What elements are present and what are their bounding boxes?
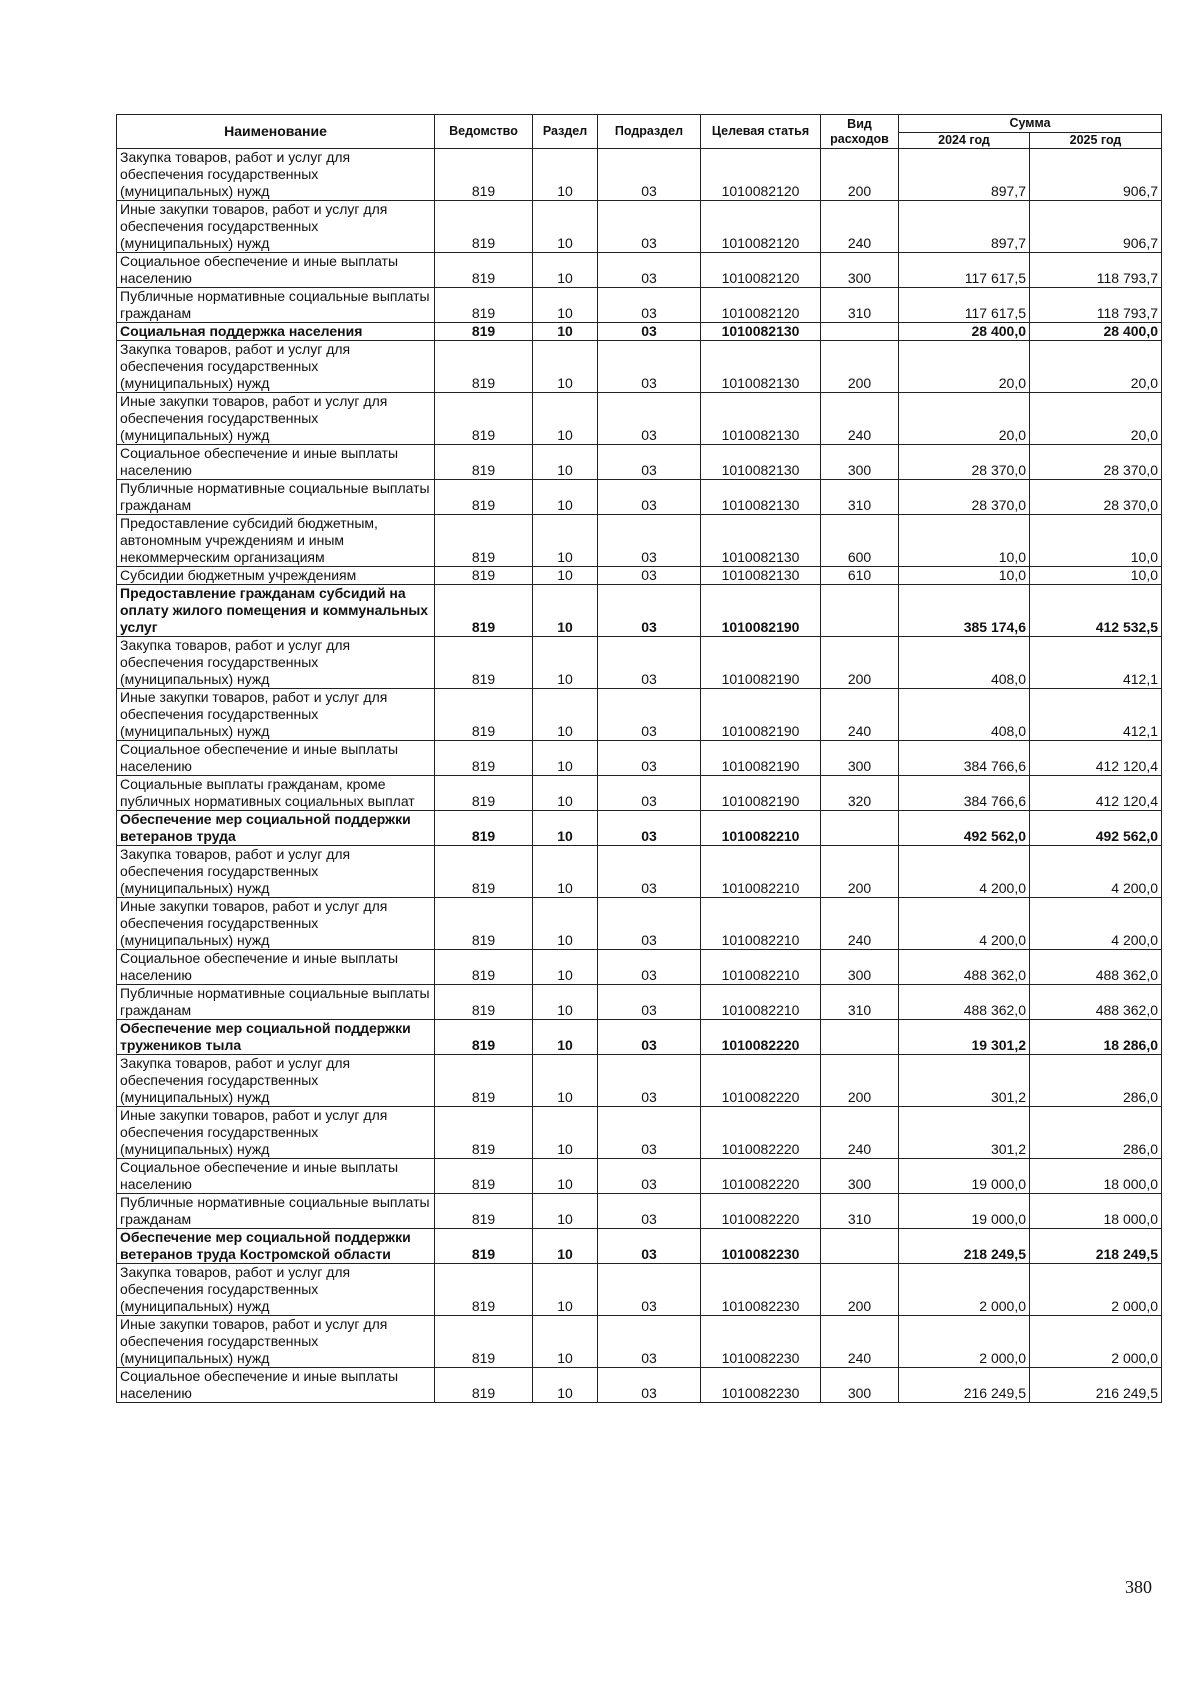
cell-section: 10	[533, 445, 598, 480]
cell-exptype: 300	[821, 1368, 899, 1403]
cell-sum-2024: 28 370,0	[899, 445, 1030, 480]
cell-article: 1010082190	[701, 585, 821, 637]
cell-section: 10	[533, 1229, 598, 1264]
cell-sum-2025: 412,1	[1030, 637, 1162, 689]
cell-sum-2024: 2 000,0	[899, 1264, 1030, 1316]
cell-dept: 819	[435, 950, 533, 985]
cell-dept: 819	[435, 811, 533, 846]
cell-sum-2025: 18 000,0	[1030, 1194, 1162, 1229]
cell-sum-2024: 301,2	[899, 1055, 1030, 1107]
cell-dept: 819	[435, 341, 533, 393]
cell-subsection: 03	[598, 898, 701, 950]
cell-subsection: 03	[598, 1194, 701, 1229]
cell-section: 10	[533, 253, 598, 288]
cell-sum-2024: 2 000,0	[899, 1316, 1030, 1368]
cell-article: 1010082230	[701, 1316, 821, 1368]
cell-exptype: 200	[821, 341, 899, 393]
table-row	[117, 288, 1162, 323]
table-row	[117, 341, 1162, 393]
cell-section: 10	[533, 811, 598, 846]
cell-article: 1010082230	[701, 1229, 821, 1264]
cell-article: 1010082190	[701, 741, 821, 776]
cell-name: Социальное обеспечение и иные выплаты населению	[117, 253, 435, 288]
cell-sum-2024: 301,2	[899, 1107, 1030, 1159]
cell-dept: 819	[435, 1368, 533, 1403]
cell-dept: 819	[435, 776, 533, 811]
cell-exptype: 300	[821, 741, 899, 776]
cell-dept: 819	[435, 480, 533, 515]
cell-article: 1010082220	[701, 1159, 821, 1194]
cell-exptype: 240	[821, 201, 899, 253]
cell-subsection: 03	[598, 567, 701, 585]
cell-sum-2024: 218 249,5	[899, 1229, 1030, 1264]
cell-name: Обеспечение мер социальной поддержки ветеранов труда	[117, 811, 435, 846]
cell-article: 1010082210	[701, 950, 821, 985]
cell-exptype: 240	[821, 689, 899, 741]
cell-dept: 819	[435, 1020, 533, 1055]
cell-article: 1010082190	[701, 689, 821, 741]
cell-section: 10	[533, 393, 598, 445]
cell-dept: 819	[435, 1159, 533, 1194]
cell-dept: 819	[435, 1194, 533, 1229]
cell-sum-2025: 412 532,5	[1030, 585, 1162, 637]
cell-exptype: 300	[821, 950, 899, 985]
cell-section: 10	[533, 776, 598, 811]
table-row	[117, 985, 1162, 1020]
cell-name: Иные закупки товаров, работ и услуг для обеспечения государственных (муниципальных) нужд	[117, 1107, 435, 1159]
cell-name: Иные закупки товаров, работ и услуг для обеспечения государственных (муниципальных) нужд	[117, 201, 435, 253]
cell-sum-2024: 20,0	[899, 341, 1030, 393]
cell-section: 10	[533, 341, 598, 393]
cell-dept: 819	[435, 637, 533, 689]
cell-sum-2024: 488 362,0	[899, 985, 1030, 1020]
cell-subsection: 03	[598, 288, 701, 323]
table-row	[117, 741, 1162, 776]
cell-article: 1010082230	[701, 1264, 821, 1316]
cell-section: 10	[533, 1194, 598, 1229]
cell-exptype: 200	[821, 1055, 899, 1107]
cell-sum-2024: 408,0	[899, 689, 1030, 741]
cell-sum-2025: 4 200,0	[1030, 898, 1162, 950]
cell-exptype	[821, 323, 899, 341]
cell-sum-2024: 897,7	[899, 201, 1030, 253]
cell-article: 1010082130	[701, 393, 821, 445]
cell-exptype: 240	[821, 393, 899, 445]
cell-name: Обеспечение мер социальной поддержки тружеников тыла	[117, 1020, 435, 1055]
table-row	[117, 846, 1162, 898]
header-year-2025: 2025 год	[1030, 133, 1162, 149]
cell-name: Закупка товаров, работ и услуг для обеспечения государственных (муниципальных) нужд	[117, 1055, 435, 1107]
cell-name: Закупка товаров, работ и услуг для обеспечения государственных (муниципальных) нужд	[117, 637, 435, 689]
cell-dept: 819	[435, 445, 533, 480]
cell-sum-2024: 492 562,0	[899, 811, 1030, 846]
cell-article: 1010082120	[701, 288, 821, 323]
cell-exptype	[821, 1020, 899, 1055]
cell-article: 1010082220	[701, 1055, 821, 1107]
cell-section: 10	[533, 149, 598, 201]
cell-article: 1010082190	[701, 637, 821, 689]
table-row	[117, 1368, 1162, 1403]
cell-sum-2024: 384 766,6	[899, 776, 1030, 811]
cell-article: 1010082220	[701, 1107, 821, 1159]
cell-dept: 819	[435, 201, 533, 253]
cell-article: 1010082120	[701, 149, 821, 201]
cell-dept: 819	[435, 253, 533, 288]
cell-sum-2025: 4 200,0	[1030, 846, 1162, 898]
cell-sum-2025: 218 249,5	[1030, 1229, 1162, 1264]
header-article: Целевая статья	[701, 115, 821, 149]
cell-sum-2025: 28 400,0	[1030, 323, 1162, 341]
cell-sum-2024: 19 301,2	[899, 1020, 1030, 1055]
table-row	[117, 1055, 1162, 1107]
page-number: 380	[1125, 1577, 1152, 1597]
cell-exptype: 310	[821, 1194, 899, 1229]
table-row	[117, 1264, 1162, 1316]
cell-dept: 819	[435, 1107, 533, 1159]
cell-exptype: 310	[821, 985, 899, 1020]
cell-exptype: 200	[821, 637, 899, 689]
cell-name: Обеспечение мер социальной поддержки ветеранов труда Костромской области	[117, 1229, 435, 1264]
cell-article: 1010082230	[701, 1368, 821, 1403]
cell-subsection: 03	[598, 1264, 701, 1316]
cell-subsection: 03	[598, 515, 701, 567]
table-row	[117, 811, 1162, 846]
cell-sum-2024: 117 617,5	[899, 253, 1030, 288]
cell-name: Социальное обеспечение и иные выплаты населению	[117, 1368, 435, 1403]
header-exptype: Вид расходов	[821, 115, 899, 149]
table-row	[117, 1316, 1162, 1368]
cell-article: 1010082210	[701, 898, 821, 950]
cell-dept: 819	[435, 741, 533, 776]
cell-section: 10	[533, 846, 598, 898]
cell-sum-2025: 2 000,0	[1030, 1264, 1162, 1316]
cell-name: Предоставление гражданам субсидий на оплату жилого помещения и коммунальных услуг	[117, 585, 435, 637]
cell-sum-2025: 2 000,0	[1030, 1316, 1162, 1368]
cell-sum-2024: 488 362,0	[899, 950, 1030, 985]
cell-exptype: 310	[821, 480, 899, 515]
cell-sum-2024: 4 200,0	[899, 898, 1030, 950]
budget-table	[116, 114, 1162, 1403]
cell-dept: 819	[435, 149, 533, 201]
cell-subsection: 03	[598, 689, 701, 741]
cell-article: 1010082120	[701, 201, 821, 253]
cell-section: 10	[533, 950, 598, 985]
cell-subsection: 03	[598, 149, 701, 201]
table-row	[117, 898, 1162, 950]
cell-sum-2025: 488 362,0	[1030, 985, 1162, 1020]
cell-subsection: 03	[598, 637, 701, 689]
cell-dept: 819	[435, 689, 533, 741]
cell-article: 1010082190	[701, 776, 821, 811]
cell-sum-2025: 20,0	[1030, 393, 1162, 445]
cell-section: 10	[533, 288, 598, 323]
cell-subsection: 03	[598, 323, 701, 341]
cell-subsection: 03	[598, 846, 701, 898]
cell-dept: 819	[435, 898, 533, 950]
cell-exptype: 240	[821, 898, 899, 950]
cell-sum-2025: 10,0	[1030, 515, 1162, 567]
cell-section: 10	[533, 1107, 598, 1159]
cell-sum-2024: 897,7	[899, 149, 1030, 201]
cell-subsection: 03	[598, 776, 701, 811]
cell-section: 10	[533, 515, 598, 567]
cell-section: 10	[533, 898, 598, 950]
cell-subsection: 03	[598, 201, 701, 253]
cell-name: Социальное обеспечение и иные выплаты населению	[117, 741, 435, 776]
cell-name: Социальные выплаты гражданам, кроме публичных нормативных социальных выплат	[117, 776, 435, 811]
cell-section: 10	[533, 637, 598, 689]
cell-dept: 819	[435, 985, 533, 1020]
cell-subsection: 03	[598, 950, 701, 985]
cell-section: 10	[533, 689, 598, 741]
cell-section: 10	[533, 985, 598, 1020]
cell-sum-2025: 216 249,5	[1030, 1368, 1162, 1403]
cell-exptype: 200	[821, 1264, 899, 1316]
cell-article: 1010082220	[701, 1020, 821, 1055]
cell-dept: 819	[435, 1229, 533, 1264]
cell-section: 10	[533, 1316, 598, 1368]
header-year-2024: 2024 год	[899, 133, 1030, 149]
cell-sum-2024: 28 400,0	[899, 323, 1030, 341]
cell-name: Публичные нормативные социальные выплаты гражданам	[117, 288, 435, 323]
cell-sum-2024: 216 249,5	[899, 1368, 1030, 1403]
table-row	[117, 253, 1162, 288]
cell-subsection: 03	[598, 1055, 701, 1107]
cell-sum-2025: 412 120,4	[1030, 741, 1162, 776]
cell-sum-2025: 412 120,4	[1030, 776, 1162, 811]
cell-subsection: 03	[598, 480, 701, 515]
cell-dept: 819	[435, 393, 533, 445]
table-row	[117, 1107, 1162, 1159]
cell-exptype: 200	[821, 149, 899, 201]
header-sum: Сумма	[899, 115, 1162, 133]
cell-exptype: 200	[821, 846, 899, 898]
cell-section: 10	[533, 741, 598, 776]
cell-article: 1010082220	[701, 1194, 821, 1229]
table-row	[117, 689, 1162, 741]
table-row	[117, 323, 1162, 341]
table-row	[117, 393, 1162, 445]
cell-article: 1010082130	[701, 323, 821, 341]
table-row	[117, 480, 1162, 515]
cell-sum-2024: 384 766,6	[899, 741, 1030, 776]
cell-section: 10	[533, 480, 598, 515]
table-row	[117, 1159, 1162, 1194]
cell-sum-2025: 28 370,0	[1030, 445, 1162, 480]
cell-name: Субсидии бюджетным учреждениям	[117, 567, 435, 585]
cell-exptype	[821, 1229, 899, 1264]
cell-exptype: 240	[821, 1107, 899, 1159]
cell-section: 10	[533, 1368, 598, 1403]
cell-subsection: 03	[598, 1107, 701, 1159]
cell-sum-2025: 18 000,0	[1030, 1159, 1162, 1194]
table-row	[117, 1194, 1162, 1229]
cell-subsection: 03	[598, 393, 701, 445]
cell-exptype: 240	[821, 1316, 899, 1368]
cell-exptype: 300	[821, 1159, 899, 1194]
cell-name: Публичные нормативные социальные выплаты гражданам	[117, 1194, 435, 1229]
table-header	[117, 115, 1162, 149]
cell-name: Закупка товаров, работ и услуг для обеспечения государственных (муниципальных) нужд	[117, 341, 435, 393]
cell-section: 10	[533, 1055, 598, 1107]
cell-subsection: 03	[598, 741, 701, 776]
cell-sum-2024: 19 000,0	[899, 1159, 1030, 1194]
cell-sum-2024: 385 174,6	[899, 585, 1030, 637]
cell-section: 10	[533, 585, 598, 637]
cell-article: 1010082130	[701, 567, 821, 585]
cell-exptype: 610	[821, 567, 899, 585]
cell-dept: 819	[435, 585, 533, 637]
table-row	[117, 585, 1162, 637]
table-row	[117, 1020, 1162, 1055]
table-row	[117, 637, 1162, 689]
cell-sum-2024: 408,0	[899, 637, 1030, 689]
cell-subsection: 03	[598, 445, 701, 480]
cell-section: 10	[533, 1020, 598, 1055]
cell-sum-2025: 118 793,7	[1030, 253, 1162, 288]
cell-exptype: 300	[821, 253, 899, 288]
cell-article: 1010082130	[701, 445, 821, 480]
table-body	[117, 149, 1162, 1403]
cell-dept: 819	[435, 846, 533, 898]
cell-section: 10	[533, 201, 598, 253]
cell-article: 1010082210	[701, 985, 821, 1020]
cell-sum-2025: 286,0	[1030, 1055, 1162, 1107]
cell-exptype	[821, 585, 899, 637]
cell-sum-2025: 906,7	[1030, 201, 1162, 253]
cell-sum-2024: 4 200,0	[899, 846, 1030, 898]
cell-name: Социальное обеспечение и иные выплаты населению	[117, 950, 435, 985]
cell-name: Закупка товаров, работ и услуг для обеспечения государственных (муниципальных) нужд	[117, 846, 435, 898]
cell-section: 10	[533, 1159, 598, 1194]
cell-sum-2025: 28 370,0	[1030, 480, 1162, 515]
cell-sum-2024: 20,0	[899, 393, 1030, 445]
cell-subsection: 03	[598, 341, 701, 393]
cell-sum-2025: 906,7	[1030, 149, 1162, 201]
cell-sum-2025: 18 286,0	[1030, 1020, 1162, 1055]
cell-dept: 819	[435, 567, 533, 585]
cell-article: 1010082130	[701, 515, 821, 567]
header-section: Раздел	[533, 115, 598, 149]
table-row	[117, 776, 1162, 811]
cell-article: 1010082130	[701, 480, 821, 515]
cell-section: 10	[533, 567, 598, 585]
cell-exptype: 600	[821, 515, 899, 567]
cell-dept: 819	[435, 1264, 533, 1316]
cell-name: Иные закупки товаров, работ и услуг для обеспечения государственных (муниципальных) нужд	[117, 689, 435, 741]
cell-exptype: 320	[821, 776, 899, 811]
cell-exptype: 310	[821, 288, 899, 323]
cell-exptype	[821, 811, 899, 846]
cell-sum-2025: 412,1	[1030, 689, 1162, 741]
cell-subsection: 03	[598, 253, 701, 288]
cell-name: Иные закупки товаров, работ и услуг для обеспечения государственных (муниципальных) нужд	[117, 1316, 435, 1368]
table-row	[117, 567, 1162, 585]
cell-exptype: 300	[821, 445, 899, 480]
cell-sum-2025: 10,0	[1030, 567, 1162, 585]
cell-subsection: 03	[598, 1316, 701, 1368]
cell-name: Иные закупки товаров, работ и услуг для обеспечения государственных (муниципальных) нужд	[117, 898, 435, 950]
table-row	[117, 515, 1162, 567]
header-subsection: Подраздел	[598, 115, 701, 149]
cell-dept: 819	[435, 323, 533, 341]
cell-article: 1010082210	[701, 846, 821, 898]
header-dept: Ведомство	[435, 115, 533, 149]
header-name: Наименование	[117, 115, 435, 149]
cell-subsection: 03	[598, 1229, 701, 1264]
cell-dept: 819	[435, 1316, 533, 1368]
table-row	[117, 149, 1162, 201]
cell-subsection: 03	[598, 585, 701, 637]
cell-subsection: 03	[598, 1368, 701, 1403]
cell-article: 1010082120	[701, 253, 821, 288]
cell-sum-2024: 10,0	[899, 567, 1030, 585]
cell-section: 10	[533, 1264, 598, 1316]
cell-dept: 819	[435, 515, 533, 567]
cell-article: 1010082130	[701, 341, 821, 393]
cell-sum-2024: 10,0	[899, 515, 1030, 567]
cell-name: Социальная поддержка населения	[117, 323, 435, 341]
cell-subsection: 03	[598, 811, 701, 846]
cell-name: Публичные нормативные социальные выплаты гражданам	[117, 480, 435, 515]
cell-sum-2025: 492 562,0	[1030, 811, 1162, 846]
cell-section: 10	[533, 323, 598, 341]
cell-sum-2025: 20,0	[1030, 341, 1162, 393]
table-row	[117, 445, 1162, 480]
cell-sum-2024: 117 617,5	[899, 288, 1030, 323]
cell-sum-2024: 28 370,0	[899, 480, 1030, 515]
cell-sum-2025: 286,0	[1030, 1107, 1162, 1159]
cell-name: Социальное обеспечение и иные выплаты населению	[117, 1159, 435, 1194]
cell-dept: 819	[435, 1055, 533, 1107]
cell-sum-2025: 118 793,7	[1030, 288, 1162, 323]
table-row	[117, 1229, 1162, 1264]
cell-subsection: 03	[598, 1159, 701, 1194]
cell-name: Иные закупки товаров, работ и услуг для обеспечения государственных (муниципальных) нужд	[117, 393, 435, 445]
cell-subsection: 03	[598, 1020, 701, 1055]
cell-name: Публичные нормативные социальные выплаты гражданам	[117, 985, 435, 1020]
cell-article: 1010082210	[701, 811, 821, 846]
cell-name: Социальное обеспечение и иные выплаты населению	[117, 445, 435, 480]
table-row	[117, 201, 1162, 253]
cell-name: Предоставление субсидий бюджетным, автономным учреждениям и иным некоммерческим организациям	[117, 515, 435, 567]
cell-sum-2024: 19 000,0	[899, 1194, 1030, 1229]
cell-sum-2025: 488 362,0	[1030, 950, 1162, 985]
cell-name: Закупка товаров, работ и услуг для обеспечения государственных (муниципальных) нужд	[117, 149, 435, 201]
cell-name: Закупка товаров, работ и услуг для обеспечения государственных (муниципальных) нужд	[117, 1264, 435, 1316]
table-row	[117, 950, 1162, 985]
cell-subsection: 03	[598, 985, 701, 1020]
cell-dept: 819	[435, 288, 533, 323]
